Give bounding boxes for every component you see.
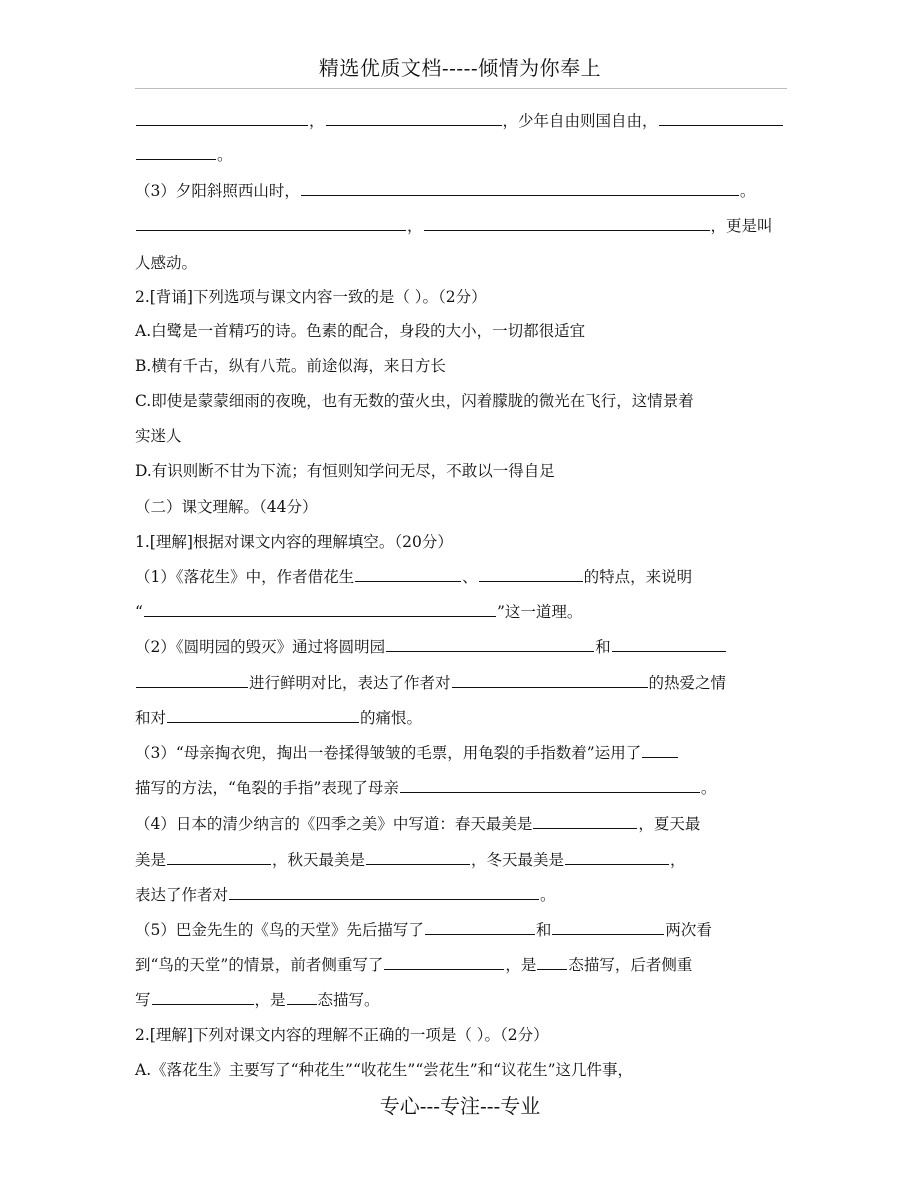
- page-footer: 专心---专注---专业: [379, 1094, 541, 1118]
- answer-blank[interactable]: [425, 919, 535, 935]
- text: 描写的方法，“龟裂的手指”表现了母亲: [135, 779, 399, 797]
- question-2b-stem: 2.[理解]下列对课文内容的理解不正确的一项是（ ）。（2分）: [135, 1026, 549, 1044]
- text: 美是: [135, 851, 167, 869]
- answer-blank[interactable]: [326, 110, 502, 126]
- option-c[interactable]: C.即使是蒙蒙细雨的夜晚，也有无数的萤火虫，闪着朦胧的微光在飞行，这情景着: [135, 392, 694, 410]
- question-2-stem: 2.[背诵]下列选项与课文内容一致的是（ ）。（2分）: [135, 288, 487, 306]
- fill-line-3: [135, 180, 785, 202]
- text: （3）“母亲掏衣兜，掏出一卷揉得皱皱的毛票，用龟裂的手指数着”运用了: [135, 744, 642, 762]
- text: ”这一道理。: [496, 603, 583, 621]
- text: 。: [540, 886, 556, 904]
- answer-blank[interactable]: [659, 110, 783, 126]
- fill-1-2a: [135, 636, 785, 658]
- fill-1-4c: [135, 884, 785, 906]
- text: ，是: [505, 956, 537, 974]
- text: 态描写。: [317, 991, 380, 1009]
- text: （3）夕阳斜照西山时，: [135, 182, 300, 200]
- answer-blank[interactable]: [452, 672, 648, 688]
- answer-blank[interactable]: [167, 707, 359, 723]
- text-line: 人感动。: [135, 254, 198, 272]
- text: 。: [739, 182, 756, 200]
- text: 和: [595, 638, 611, 656]
- option-c-cont: 实迷人: [135, 427, 182, 445]
- answer-blank[interactable]: [400, 777, 700, 793]
- option-a-2[interactable]: A.《落花生》主要写了“种花生”“收花生”“尝花生”和“议花生”这几件事，: [135, 1061, 634, 1079]
- answer-blank[interactable]: [136, 215, 406, 231]
- answer-blank[interactable]: [355, 566, 461, 582]
- answer-blank[interactable]: [479, 566, 583, 582]
- fill-1-2c: [135, 707, 785, 729]
- option-a[interactable]: A.白鹭是一首精巧的诗。色素的配合，身段的大小，一切都很适宜: [135, 322, 586, 340]
- text: （2）《圆明园的毁灭》通过将圆明园: [135, 638, 386, 656]
- fill-line-1: [135, 110, 785, 132]
- fill-line-2: [135, 144, 785, 166]
- answer-blank[interactable]: [537, 954, 567, 970]
- text: “: [135, 603, 143, 621]
- text: ，秋天最美是: [272, 851, 366, 869]
- answer-blank[interactable]: [167, 849, 271, 865]
- text: 写: [135, 991, 151, 1009]
- page-header: 精选优质文档-----倾情为你奉上: [318, 56, 602, 80]
- text: 到“鸟的天堂”的情景，前者侧重写了: [135, 956, 384, 974]
- text: 的热爱之情: [648, 674, 727, 692]
- answer-blank[interactable]: [552, 919, 664, 935]
- fill-1-3b: [135, 777, 785, 799]
- answer-blank[interactable]: [384, 954, 504, 970]
- answer-blank[interactable]: [136, 144, 216, 160]
- text: 进行鲜明对比，表达了作者对: [249, 674, 451, 692]
- answer-blank[interactable]: [287, 989, 317, 1005]
- text: 和: [535, 921, 552, 939]
- text: ，少年自由则国自由，: [502, 112, 658, 130]
- section-title: （二）课文理解。（44分）: [135, 498, 318, 516]
- answer-blank[interactable]: [229, 884, 539, 900]
- fill-1-3a: [135, 742, 785, 764]
- fill-1-4a: [135, 813, 785, 835]
- answer-blank[interactable]: [533, 813, 637, 829]
- text: 。: [700, 779, 717, 797]
- answer-blank[interactable]: [144, 601, 496, 617]
- fill-1-1a: [135, 566, 785, 588]
- text: 表达了作者对: [135, 886, 229, 904]
- text: ，: [407, 217, 423, 235]
- text: （1）《落花生》中，作者借花生: [135, 568, 355, 586]
- text: 两次看: [665, 921, 712, 939]
- fill-1-2b: [135, 672, 785, 694]
- fill-1-1b: [135, 601, 785, 623]
- question-1-stem: 1.[理解]根据对课文内容的理解填空。（20分）: [135, 533, 453, 551]
- option-d[interactable]: D.有识则断不甘为下流；有恒则知学问无尽，不敢以一得自足: [135, 462, 555, 480]
- answer-blank[interactable]: [424, 215, 710, 231]
- answer-blank[interactable]: [386, 636, 594, 652]
- text: 。: [217, 146, 233, 164]
- fill-1-5b: [135, 954, 785, 976]
- text: 的痛恨。: [360, 709, 423, 727]
- text: ，是: [254, 991, 286, 1009]
- answer-blank[interactable]: [565, 849, 669, 865]
- text: （4）日本的清少纳言的《四季之美》中写道：春天最美是: [135, 815, 533, 833]
- answer-blank[interactable]: [612, 636, 726, 652]
- text: 、: [462, 568, 478, 586]
- fill-1-5a: [135, 919, 785, 941]
- answer-blank[interactable]: [366, 849, 470, 865]
- fill-line-4: [135, 215, 785, 237]
- text: ，更是叫: [710, 217, 773, 235]
- text: （5）巴金先生的《鸟的天堂》先后描写了: [135, 921, 424, 939]
- text: ，: [670, 851, 686, 869]
- answer-blank[interactable]: [642, 742, 678, 758]
- answer-blank[interactable]: [301, 180, 739, 196]
- fill-1-4b: [135, 849, 785, 871]
- header-divider: [135, 88, 787, 89]
- text: 和对: [135, 709, 167, 727]
- text: 的特点，来说明: [583, 568, 693, 586]
- answer-blank[interactable]: [136, 110, 308, 126]
- text: ，夏天最: [638, 815, 701, 833]
- answer-blank[interactable]: [152, 989, 254, 1005]
- text: ，冬天最美是: [471, 851, 565, 869]
- answer-blank[interactable]: [136, 672, 248, 688]
- fill-1-5c: [135, 989, 785, 1011]
- text: 态描写，后者侧重: [568, 956, 693, 974]
- option-b[interactable]: B.横有千古，纵有八荒。前途似海，来日方长: [135, 357, 446, 375]
- text: ，: [309, 112, 325, 130]
